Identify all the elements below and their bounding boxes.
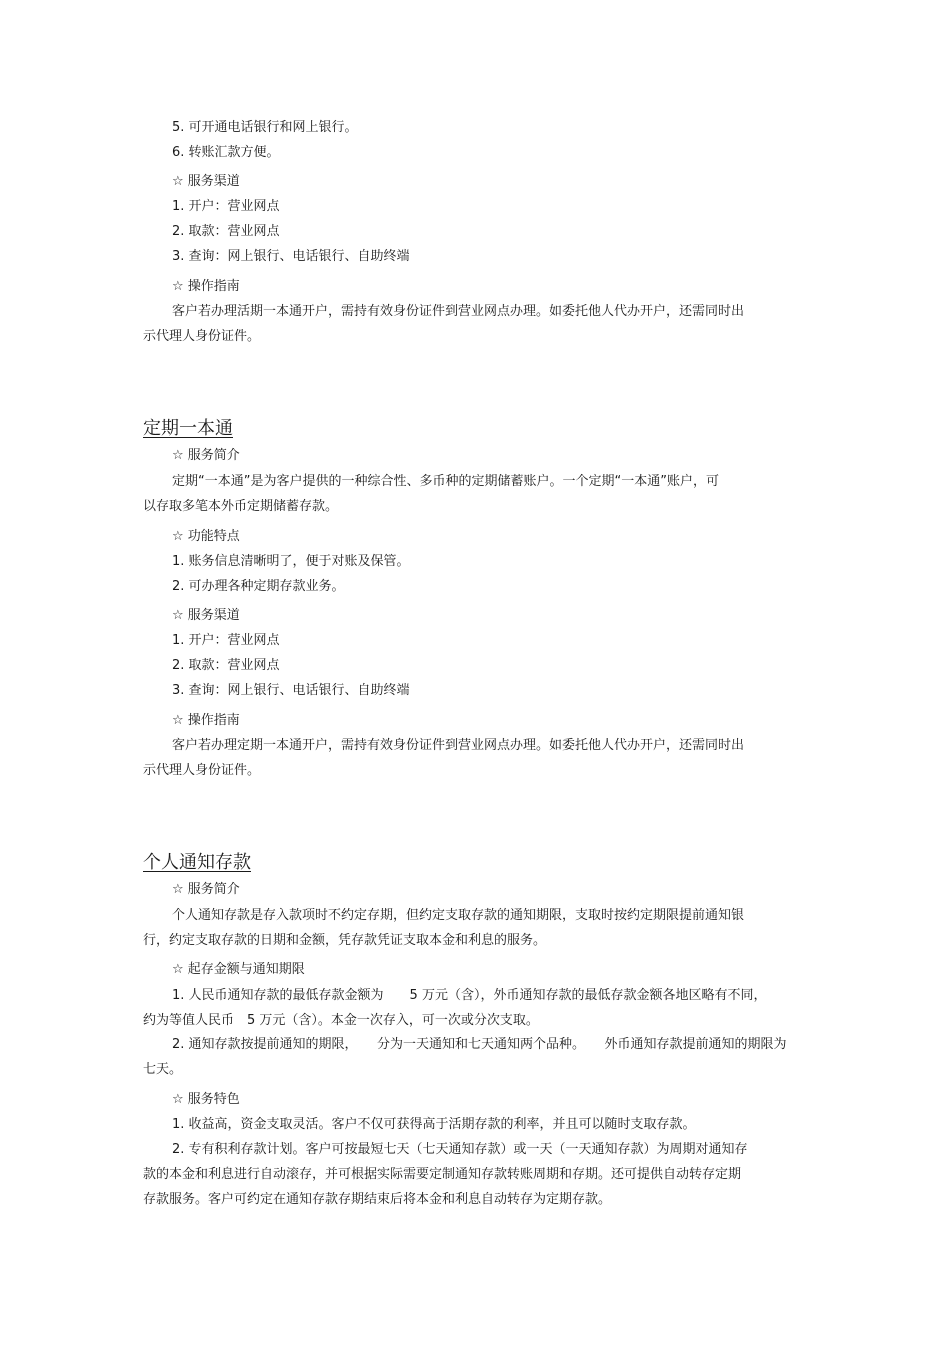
- section-label: ☆ 功能特点: [172, 529, 240, 544]
- paragraph-line: 示代理人身份证件。: [143, 329, 261, 344]
- section-heading: 个人通知存款: [143, 852, 251, 873]
- list-item: 1. 账务信息清晰明了，便于对账及保管。: [172, 554, 410, 569]
- section-label: ☆ 服务渠道: [172, 608, 240, 623]
- section-label: ☆ 操作指南: [172, 279, 240, 294]
- section-label: ☆ 服务简介: [172, 882, 240, 897]
- list-item: 1. 开户：营业网点: [172, 199, 280, 214]
- list-item: 6. 转账汇款方便。: [172, 145, 280, 160]
- paragraph-line: 定期“一本通”是为客户提供的一种综合性、多币种的定期储蓄账户。一个定期“一本通”账户，可: [172, 474, 719, 489]
- paragraph-line: 个人通知存款是存入款项时不约定存期，但约定支取存款的通知期限，支取时按约定期限提前通知银: [172, 908, 745, 923]
- paragraph-line: 行，约定支取存款的日期和金额，凭存款凭证支取本金和利息的服务。: [143, 933, 547, 948]
- section-label: ☆ 服务特色: [172, 1092, 240, 1107]
- paragraph-line: 客户若办理活期一本通开户，需持有效身份证件到营业网点办理。如委托他人代办开户，还需同时出: [172, 304, 745, 319]
- section-heading: 定期一本通: [143, 418, 233, 439]
- list-item: 2. 取款：营业网点: [172, 658, 280, 673]
- list-item: 2. 取款：营业网点: [172, 224, 280, 239]
- list-item: 3. 查询：网上银行、电话银行、自助终端: [172, 249, 410, 264]
- paragraph-line: 约为等值人民币 5 万元（含）。本金一次存入，可一次或分次支取。: [143, 1013, 539, 1028]
- paragraph-line: 2. 通知存款按提前通知的期限， 分为一天通知和七天通知两个品种。 外币通知存款提前通知的期限为: [172, 1037, 787, 1052]
- paragraph-line: 存款服务。客户可约定在通知存款存期结束后将本金和利息自动转存为定期存款。: [143, 1192, 612, 1207]
- section-label: ☆ 服务渠道: [172, 174, 240, 189]
- paragraph-line: 1. 收益高，资金支取灵活。客户不仅可获得高于活期存款的利率，并且可以随时支取存款。: [172, 1117, 696, 1132]
- paragraph-line: 2. 专有积利存款计划。客户可按最短七天（七天通知存款）或一天（一天通知存款）为周期对通知存: [172, 1142, 748, 1157]
- list-item: 2. 可办理各种定期存款业务。: [172, 579, 345, 594]
- section-label: ☆ 操作指南: [172, 713, 240, 728]
- section-label: ☆ 起存金额与通知期限: [172, 962, 305, 977]
- paragraph-line: 款的本金和利息进行自动滚存，并可根据实际需要定制通知存款转账周期和存期。还可提供自动转存定期: [143, 1167, 742, 1182]
- list-item: 3. 查询：网上银行、电话银行、自助终端: [172, 683, 410, 698]
- section-label: ☆ 服务简介: [172, 448, 240, 463]
- list-item: 5. 可开通电话银行和网上银行。: [172, 120, 358, 135]
- list-item: 1. 开户：营业网点: [172, 633, 280, 648]
- paragraph-line: 以存取多笔本外币定期储蓄存款。: [143, 499, 339, 514]
- paragraph-line: 1. 人民币通知存款的最低存款金额为 5 万元（含），外币通知存款的最低存款金额各地区略有不同，: [172, 988, 767, 1003]
- paragraph-line: 七天。: [143, 1062, 183, 1077]
- paragraph-line: 示代理人身份证件。: [143, 763, 261, 778]
- paragraph-line: 客户若办理定期一本通开户，需持有效身份证件到营业网点办理。如委托他人代办开户，还需同时出: [172, 738, 745, 753]
